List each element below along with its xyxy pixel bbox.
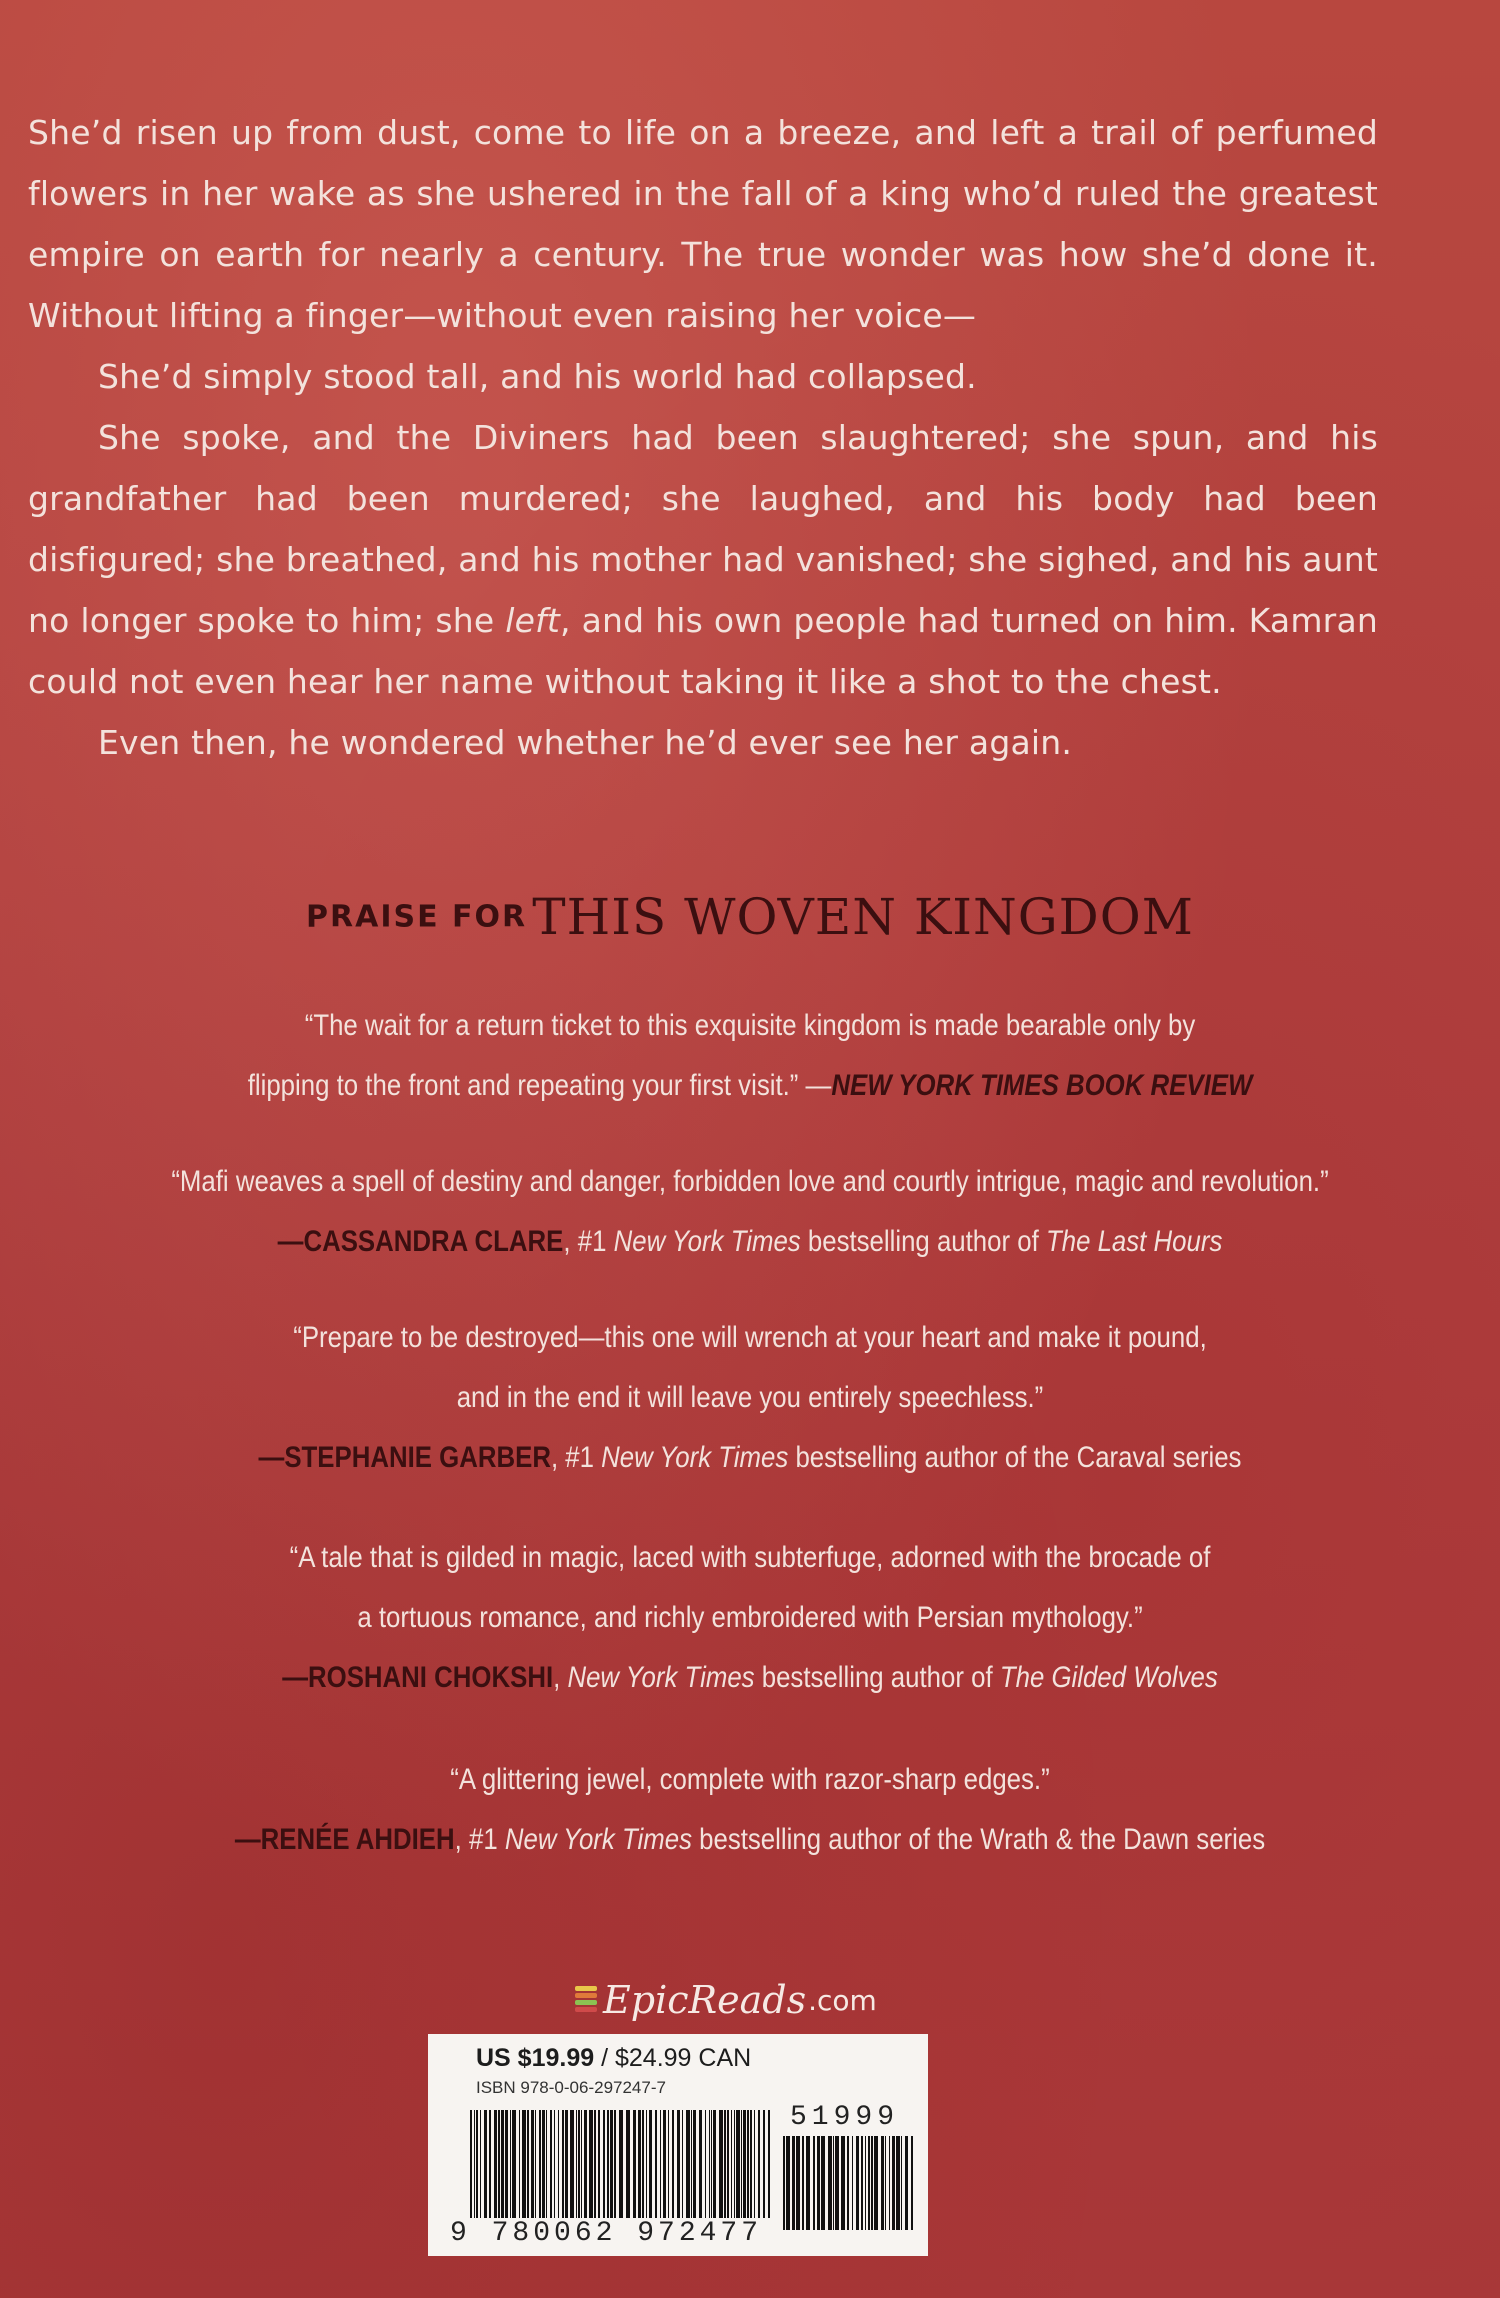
barcode-bar xyxy=(578,2110,580,2218)
barcode-bar xyxy=(901,2136,902,2230)
barcode-bar xyxy=(581,2110,582,2218)
barcode-bar xyxy=(896,2136,900,2230)
ean-digits: 9 780062 972477 xyxy=(450,2218,763,2249)
barcode-bar xyxy=(817,2136,820,2230)
quote-2-dash: — xyxy=(277,1225,304,1258)
excerpt-paragraph-4: Even then, he wondered whether he’d ever see her again. xyxy=(98,723,1073,762)
quote-3-author: STEPHANIE GARBER xyxy=(284,1441,551,1474)
praise-quote-1 xyxy=(105,996,1395,1116)
barcode-bar xyxy=(806,2136,810,2230)
barcode-bar xyxy=(598,2110,600,2218)
epic-reads-domain: .com xyxy=(808,1983,877,2017)
barcode-bar xyxy=(841,2136,845,2230)
barcode-bar xyxy=(719,2110,723,2218)
excerpt-p3-end: , and his own people had turned on him. Kamran could not even hear her name without taking it like a shot to the chest. xyxy=(28,601,1378,701)
barcode-bar xyxy=(871,2136,873,2230)
price-us: US $19.99 xyxy=(476,2044,595,2072)
barcode-bar xyxy=(642,2110,644,2218)
excerpt-paragraph-1: She’d risen up from dust, come to life on a breeze, and left a trail of perfumed flowers in her wake as she ushered in the fall of a king who’d ruled the greatest empire on earth for nearly a century. The true wonder was how she’d done it. Without lifting a finger—without even raising her voice— xyxy=(28,113,1378,335)
logo-stripe xyxy=(575,2007,597,2012)
quote-4-work: The Gilded Wolves xyxy=(999,1661,1218,1694)
quote-4-pre: , xyxy=(553,1661,568,1694)
praise-quote-3 xyxy=(105,1308,1395,1488)
barcode-bar xyxy=(868,2136,870,2230)
barcode-bar xyxy=(852,2136,853,2230)
quote-5-pre: , #1 xyxy=(454,1823,505,1856)
barcode-bar xyxy=(699,2110,702,2218)
barcode-bar xyxy=(546,2110,547,2218)
quote-2-pre: , #1 xyxy=(563,1225,614,1258)
barcode-bar xyxy=(796,2136,800,2230)
logo-stripe xyxy=(575,1993,597,1998)
barcode-bar xyxy=(672,2110,674,2218)
price-label xyxy=(476,2044,751,2073)
barcode-bar xyxy=(743,2110,746,2218)
quote-2-nyt: New York Times xyxy=(613,1225,801,1258)
barcode-bar xyxy=(889,2136,890,2230)
quote-3-pre: , #1 xyxy=(550,1441,602,1474)
praise-quote-5 xyxy=(105,1750,1395,1870)
praise-quote-4 xyxy=(105,1528,1395,1708)
barcode-bar xyxy=(686,2110,690,2218)
quote-2-line-1: “Mafi weaves a spell of destiny and danger, forbidden love and courtly intrigue, magic and revolution.” xyxy=(171,1165,1329,1198)
quote-5-mid: bestselling author of the Wrath & the Dawn series xyxy=(691,1823,1266,1856)
quote-3-nyt: New York Times xyxy=(601,1441,789,1474)
barcode-bar xyxy=(501,2110,504,2218)
barcode-bar xyxy=(660,2110,661,2218)
barcode-bar xyxy=(709,2110,710,2218)
barcode-bar xyxy=(763,2110,765,2218)
barcode-bar xyxy=(558,2110,559,2218)
barcode-bar xyxy=(905,2136,908,2230)
barcode-bar xyxy=(711,2110,712,2218)
barcode-bar xyxy=(550,2110,552,2218)
barcode-bar xyxy=(713,2110,716,2218)
quote-1-publication: NEW YORK TIMES BOOK REVIEW xyxy=(831,1069,1253,1102)
barcode-bar xyxy=(554,2110,555,2218)
barcode-bar xyxy=(619,2110,623,2218)
barcode-bar xyxy=(603,2110,605,2218)
epic-reads-wordmark: EpicReads xyxy=(603,1978,807,2022)
barcode-bar xyxy=(531,2110,534,2218)
barcode-bar xyxy=(874,2136,878,2230)
barcode-bar xyxy=(570,2110,574,2218)
praise-heading xyxy=(0,888,1500,946)
barcode-bar xyxy=(881,2136,884,2230)
quote-3-line-1: “Prepare to be destroyed—this one will wrench at your heart and make it pound, xyxy=(293,1321,1207,1354)
barcode-bar xyxy=(847,2136,849,2230)
isbn-label: ISBN 978-0-06-297247-7 xyxy=(476,2078,666,2097)
quote-1-line-2 xyxy=(105,1056,1395,1116)
quote-5-line-1: “A glittering jewel, complete with razor-sharp edges.” xyxy=(450,1763,1050,1796)
quote-3-line-2: and in the end it will leave you entirely speechless.” xyxy=(456,1381,1044,1414)
barcode-bar xyxy=(885,2136,886,2230)
barcode-bar xyxy=(535,2110,536,2218)
praise-book-title: THIS WOVEN KINGDOM xyxy=(532,888,1194,946)
barcode-bar xyxy=(542,2110,545,2218)
price-can: / $24.99 CAN xyxy=(594,2044,752,2072)
barcode-bar xyxy=(480,2110,481,2218)
barcode-bar xyxy=(802,2136,804,2230)
barcode-bar xyxy=(607,2110,609,2218)
barcode-bar xyxy=(724,2110,726,2218)
barcode-bar xyxy=(614,2110,616,2218)
barcode-bar xyxy=(649,2110,652,2218)
barcode-bar xyxy=(505,2110,508,2218)
praise-lead: PRAISE FOR xyxy=(306,899,528,935)
barcode-bar xyxy=(474,2110,475,2218)
quote-4-line-2: a tortuous romance, and richly embroidered with Persian mythology.” xyxy=(357,1601,1143,1634)
barcode-bar xyxy=(668,2110,669,2218)
barcode-bar xyxy=(527,2110,529,2218)
barcode-bar xyxy=(562,2110,564,2218)
barcode-bar xyxy=(498,2110,500,2218)
quote-2-work: The Last Hours xyxy=(1045,1225,1223,1258)
barcode-bar xyxy=(489,2110,491,2218)
barcode-bar xyxy=(828,2136,832,2230)
barcode-bar xyxy=(821,2136,825,2230)
barcode-bar xyxy=(626,2110,630,2218)
barcode-bar xyxy=(691,2110,692,2218)
epic-reads-mark-icon xyxy=(575,1986,597,2014)
barcode-bar xyxy=(677,2110,680,2218)
barcode-bar xyxy=(747,2110,749,2218)
barcode-bar xyxy=(494,2110,497,2218)
quote-4-dash: — xyxy=(282,1661,309,1694)
addon-barcode xyxy=(783,2136,913,2230)
quote-4-mid: bestselling author of xyxy=(754,1661,1000,1694)
quote-5-attribution xyxy=(105,1810,1395,1870)
barcode-bar xyxy=(783,2136,785,2230)
logo-stripe xyxy=(575,1986,597,1991)
barcode-bar xyxy=(663,2110,666,2218)
barcode-bar xyxy=(682,2110,683,2218)
barcode-bar xyxy=(750,2110,752,2218)
barcode-bar xyxy=(594,2110,596,2218)
quote-1-line-1: “The wait for a return ticket to this exquisite kingdom is made bearable only by xyxy=(304,1009,1196,1042)
excerpt-paragraph-3 xyxy=(28,407,1378,712)
barcode-bar xyxy=(522,2110,526,2218)
excerpt-p3-italic: left xyxy=(505,601,561,640)
barcode-bar xyxy=(589,2110,593,2218)
barcode-bar xyxy=(655,2110,657,2218)
barcode-bar xyxy=(638,2110,641,2218)
praise-quote-2 xyxy=(105,1152,1395,1272)
barcode-bar xyxy=(705,2110,706,2218)
quote-4-line-1: “A tale that is gilded in magic, laced with subterfuge, adorned with the brocade of xyxy=(289,1541,1211,1574)
barcode-bar xyxy=(633,2110,636,2218)
barcode-bar xyxy=(865,2136,866,2230)
barcode-bar xyxy=(646,2110,647,2218)
barcode-bar xyxy=(510,2110,511,2218)
quote-4-nyt: New York Times xyxy=(567,1661,755,1694)
barcode-sticker xyxy=(428,2034,928,2256)
barcode-bar xyxy=(911,2136,913,2230)
barcode-bar xyxy=(727,2110,729,2218)
barcode-bar xyxy=(768,2110,770,2218)
epic-reads-logo xyxy=(575,1975,877,2025)
barcode-bar xyxy=(519,2110,520,2218)
addon-digits: 51999 xyxy=(790,2102,900,2133)
barcode-bar xyxy=(813,2136,815,2230)
barcode-bar xyxy=(476,2110,478,2218)
excerpt-paragraph-2: She’d simply stood tall, and his world had collapsed. xyxy=(98,357,977,396)
barcode-bar xyxy=(576,2110,577,2218)
barcode-bar xyxy=(741,2110,742,2218)
quote-1-text: flipping to the front and repeating your first visit.” — xyxy=(247,1069,832,1102)
barcode-bar xyxy=(584,2110,587,2218)
quote-2-attribution xyxy=(105,1212,1395,1272)
barcode-bar xyxy=(470,2110,472,2218)
excerpt-p3-start: She spoke, and the Diviners had been slaughtered; she spun, and his grandfather had been murdered; she laughed, and his body had been disfigured; she breathed, and his mother had vanished; she sighed, and his aunt no longer spoke to him; she xyxy=(28,418,1378,640)
barcode-bar xyxy=(731,2110,732,2218)
back-cover-excerpt xyxy=(28,102,1378,773)
barcode-bar xyxy=(484,2110,487,2218)
quote-5-dash: — xyxy=(234,1823,261,1856)
barcode-bar xyxy=(565,2110,568,2218)
barcode-bar xyxy=(754,2110,755,2218)
quote-3-mid: bestselling author of the Caraval series xyxy=(788,1441,1242,1474)
barcode-bar xyxy=(833,2136,834,2230)
barcode-bar xyxy=(610,2110,613,2218)
barcode-bar xyxy=(892,2136,895,2230)
quote-4-attribution xyxy=(105,1648,1395,1708)
barcode-bar xyxy=(736,2110,740,2218)
barcode-bar xyxy=(693,2110,696,2218)
quote-2-author: CASSANDRA CLARE xyxy=(303,1225,564,1258)
barcode-bar xyxy=(512,2110,516,2218)
quote-2-mid: bestselling author of xyxy=(800,1225,1046,1258)
barcode-bar xyxy=(856,2136,859,2230)
barcode-bar xyxy=(835,2136,839,2230)
logo-stripe xyxy=(575,2000,597,2005)
barcode-bar xyxy=(539,2110,541,2218)
barcode-bar xyxy=(861,2136,863,2230)
barcode-bar xyxy=(758,2110,760,2218)
ean-barcode xyxy=(470,2110,770,2230)
quote-5-author: RENÉE AHDIEH xyxy=(260,1823,455,1856)
quote-3-attribution xyxy=(105,1428,1395,1488)
quote-5-nyt: New York Times xyxy=(504,1823,692,1856)
barcode-bar xyxy=(786,2136,790,2230)
barcode-bar xyxy=(734,2110,735,2218)
barcode-bar xyxy=(792,2136,795,2230)
quote-3-dash: — xyxy=(258,1441,285,1474)
quote-4-author: ROSHANI CHOKSHI xyxy=(308,1661,554,1694)
